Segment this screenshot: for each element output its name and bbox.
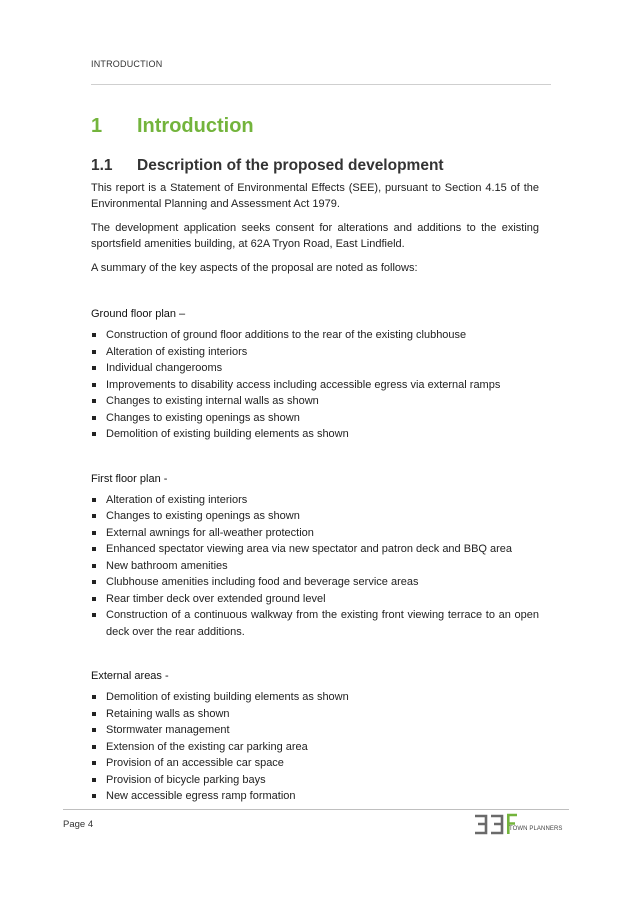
section-number: 1.1 [91, 157, 113, 174]
section-heading [91, 155, 539, 177]
footer-divider [63, 809, 569, 810]
company-logo [473, 812, 573, 838]
external-areas-list [91, 689, 539, 805]
page-content [91, 111, 539, 805]
paragraph-application: The development application seeks consent for alterations and additions to the existing sportsfield amenities building, at 62A Tryon Road, East Lindfield. [91, 222, 539, 250]
list-item: Rear timber deck over extended ground level [91, 591, 539, 608]
paragraph-see: This report is a Statement of Environmental Effects (SEE), pursuant to Section 4.15 of the Environmental Planning and Assessment Act 1979. [91, 182, 539, 210]
list-item: Construction of ground floor additions to the rear of the existing clubhouse [91, 327, 539, 344]
list-item: New bathroom amenities [91, 558, 539, 575]
list-item: Provision of an accessible car space [91, 755, 539, 772]
list-item: Improvements to disability access including accessible egress via external ramps [91, 377, 539, 394]
list-item: Clubhouse amenities including food and beverage service areas [91, 574, 539, 591]
running-header: INTRODUCTION [91, 59, 163, 69]
list-item: Extension of the existing car parking area [91, 739, 539, 756]
list-item: Alteration of existing interiors [91, 492, 539, 509]
list-item: External awnings for all-weather protection [91, 525, 539, 542]
list-item: New accessible egress ramp formation [91, 788, 539, 805]
external-areas-heading: External areas - [91, 670, 169, 682]
section-title: Description of the proposed development [137, 157, 444, 174]
header-divider [91, 84, 551, 85]
page-number: Page 4 [63, 819, 94, 830]
list-item: Demolition of existing building elements as shown [91, 689, 539, 706]
list-item: Individual changerooms [91, 360, 539, 377]
chapter-number: 1 [91, 114, 103, 137]
chapter-title: Introduction [137, 114, 254, 137]
list-item: Stormwater management [91, 722, 539, 739]
list-item: Enhanced spectator viewing area via new spectator and patron deck and BBQ area [91, 541, 539, 558]
list-item: Alteration of existing interiors [91, 344, 539, 361]
list-item: Demolition of existing building elements as shown [91, 426, 539, 443]
ground-floor-list [91, 327, 539, 443]
logo-wordmark: TOWN PLANNERS [509, 826, 563, 832]
list-item: Retaining walls as shown [91, 706, 539, 723]
list-item: Provision of bicycle parking bays [91, 772, 539, 789]
first-floor-heading: First floor plan - [91, 472, 168, 485]
list-item: Changes to existing openings as shown [91, 508, 539, 525]
ground-floor-heading: Ground floor plan – [91, 308, 186, 320]
first-floor-list [91, 492, 539, 641]
list-item: Changes to existing internal walls as shown [91, 393, 539, 410]
list-item: Changes to existing openings as shown [91, 410, 539, 427]
chapter-heading [91, 111, 539, 141]
list-item: Construction of a continuous walkway from the existing front viewing terrace to an open deck over the rear additions. [91, 607, 539, 640]
paragraph-summary: A summary of the key aspects of the proposal are noted as follows: [91, 262, 418, 274]
